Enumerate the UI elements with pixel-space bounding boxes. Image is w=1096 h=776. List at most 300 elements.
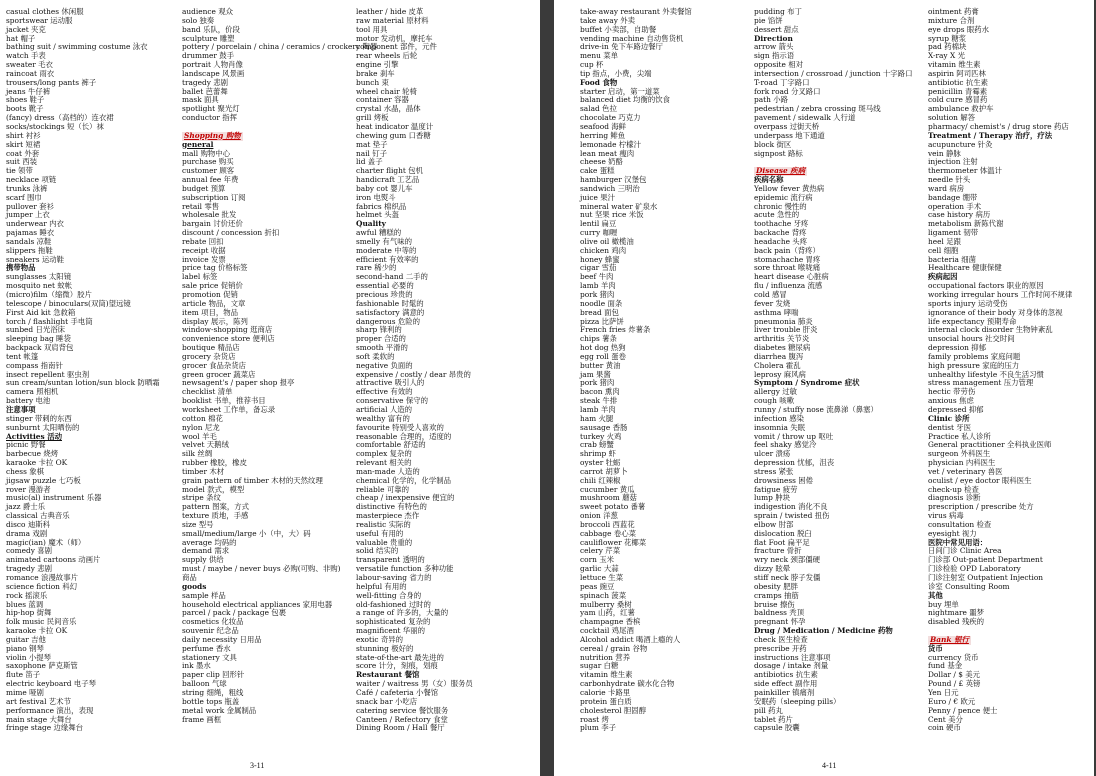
vocab-entry: suit 西装 (6, 157, 38, 167)
vocab-entry: baby cot 婴儿车 (356, 183, 413, 193)
vocab-entry: cucumber 黄瓜 (580, 484, 635, 494)
vocab-entry: sweet potato 番薯 (580, 502, 646, 512)
vocab-entry: salad 色拉 (580, 104, 617, 114)
vocab-entry: fashionable 时髦的 (356, 298, 424, 308)
vocab-entry: engine 引擎 (356, 60, 399, 70)
vocab-entry: cocktail 鸡尾酒 (580, 626, 634, 636)
vocab-entry: vitamin 维生素 (580, 670, 633, 680)
vocab-entry: underpass 地下通道 (754, 130, 825, 140)
vocab-entry: precious 珍贵的 (356, 290, 413, 299)
vocab-entry: lamb 羊肉 (580, 404, 616, 414)
vocab-entry: noodle 面条 (580, 298, 623, 308)
vocab-entry: labour-saving 省力的 (356, 573, 432, 582)
vocab-entry: bargain 讨价还价 (182, 219, 243, 229)
vocab-entry: oculist / eye doctor 眼科医生 (928, 475, 1032, 485)
vocab-entry: animated cartoons 动画片 (6, 555, 101, 565)
vocab-entry: lean meat 瘦肉 (580, 148, 635, 158)
word-column (356, 8, 524, 733)
vocab-entry: check 医生检查 (754, 634, 808, 644)
vocab-entry: leather / hide 皮革 (356, 7, 424, 16)
vocab-entry: old-fashioned 过时的 (356, 599, 431, 609)
vocab-entry: solo 独奏 (182, 15, 215, 25)
vocab-entry: (micro)film（缩微）胶片 (6, 290, 92, 299)
vocab-entry: broccoli 西蓝花 (580, 519, 635, 529)
vocab-entry: boots 靴子 (6, 104, 44, 114)
vocab-entry: Café / cafeteria 小餐馆 (356, 687, 439, 697)
vocab-entry: complex 复杂的 (356, 449, 412, 459)
vocab-entry: Pound / £ 英镑 (928, 679, 981, 689)
vocab-entry: main stage 大舞台 (6, 714, 72, 724)
vocab-entry: audience 观众 (182, 7, 234, 16)
vocab-entry: unhealthy lifestyle 不良生活习惯 (928, 369, 1044, 379)
vocab-entry: chicken 鸡肉 (580, 245, 627, 255)
vocab-entry: customer 顾客 (182, 166, 235, 176)
vocab-entry: Penny / pence 便士 (928, 705, 998, 715)
vocab-entry: annual fee 年费 (182, 175, 239, 185)
vocab-entry: performance 演出，表现 (6, 705, 94, 715)
vocab-entry: coat 外套 (6, 148, 40, 158)
vocab-entry: romance 浪漫故事片 (6, 573, 78, 582)
vocab-entry: display 展示，陈列 (182, 316, 248, 326)
vocab-entry: cheap / inexpensive 便宜的 (356, 493, 455, 503)
vocab-entry: spotlight 聚光灯 (182, 104, 240, 114)
vocab-entry: purchase 购买 (182, 157, 234, 167)
vocab-entry: rare 稀少的 (356, 263, 397, 273)
vocab-entry: dizzy 眩晕 (754, 564, 791, 574)
vocab-entry: grain pattern of timber 木材的天然纹理 (182, 475, 323, 485)
vocab-entry: chronic 慢性的 (754, 201, 807, 211)
vocab-entry: awful 糟糕的 (356, 228, 402, 238)
vocab-entry: telescope / binoculars(双筒)望远镜 (6, 298, 131, 308)
vocab-entry: motor 发动机，摩托车 (356, 33, 433, 43)
vocab-entry: science fiction 科幻 (6, 581, 78, 591)
vocab-entry: nutrition 营养 (580, 652, 631, 662)
vocab-entry: injection 注射 (928, 157, 978, 167)
vocab-entry: life expectancy 预期寿命 (928, 316, 1017, 326)
vocab-entry: sportswear 运动服 (6, 15, 73, 25)
vocab-entry: realistic 实际的 (356, 519, 411, 529)
vocab-entry: attractive 吸引人的 (356, 378, 425, 388)
vocab-entry: Practice 私人诊所 (928, 431, 991, 441)
vocab-entry: pizza 比萨饼 (580, 316, 624, 326)
vocab-entry: acupuncture 针灸 (928, 139, 993, 149)
vocab-entry: surgeon 外科医生 (928, 449, 991, 459)
vocab-entry: needle 针头 (928, 175, 971, 185)
vocab-entry: indigestion 消化不良 (754, 502, 828, 512)
vocab-entry: liver trouble 肝炎 (754, 325, 818, 335)
vocab-entry: sports injury 运动受伤 (928, 298, 1008, 308)
vocab-entry: lettuce 生菜 (580, 573, 624, 582)
vocab-entry: 诊室 Consulting Room (928, 581, 1010, 591)
vocab-entry: lemonade 柠檬汁 (580, 139, 641, 149)
vocab-entry: conductor 指挥 (182, 113, 238, 123)
vocab-entry: cramps 抽筋 (754, 590, 799, 600)
vocab-entry: pottery / porcelain / china / ceramics / crockery 陶器 (182, 42, 378, 52)
vocab-entry: exotic 奇异的 (356, 634, 403, 644)
vocab-entry: herring 鲱鱼 (580, 130, 626, 140)
vocab-entry: leprosy 麻风病 (754, 369, 806, 379)
vocab-entry: Cent 美分 (928, 714, 963, 724)
vocab-entry: fund 基金 (928, 661, 963, 671)
vocab-entry: buffet 小卖部，自助餐 (580, 24, 657, 34)
vocab-entry: efficient 有效率的 (356, 254, 419, 264)
vocab-entry: acute 急性的 (754, 210, 800, 220)
vocab-entry: dangerous 危险的 (356, 316, 421, 326)
vocab-entry: cabbage 卷心菜 (580, 528, 637, 538)
vocab-entry: art festival 艺术节 (6, 696, 71, 706)
category-heading: 货币 (928, 643, 943, 653)
vocab-entry: anxious 焦虑 (928, 396, 974, 406)
vocab-entry: receipt 收据 (182, 245, 226, 255)
document-page-left (0, 0, 540, 776)
vocab-entry: man-made 人造的 (356, 466, 420, 476)
vocab-entry: nail 钉子 (356, 148, 388, 158)
vocab-entry: grill 烤板 (356, 113, 389, 123)
vocab-entry: pork 猪肉 (580, 290, 615, 299)
vocab-entry: tie 领带 (6, 166, 33, 176)
vocab-entry: hip-hop 街舞 (6, 608, 52, 618)
vocab-entry: iron 电熨斗 (356, 192, 396, 202)
vocab-entry: starter 启动，第一道菜 (580, 86, 660, 96)
vocab-entry: slippers 拖鞋 (6, 245, 53, 255)
category-heading: 疾病名称 (754, 175, 784, 185)
vocab-entry: pajamas 睡衣 (6, 228, 55, 238)
vocab-entry: sandals 凉鞋 (6, 236, 52, 246)
vocab-entry: skirt 短裙 (6, 139, 41, 149)
vocab-entry: eye drops 眼药水 (928, 24, 990, 34)
vocab-entry: cold 感冒 (754, 290, 787, 299)
vocab-entry: artificial 人造的 (356, 404, 412, 414)
vocab-entry: pad 药棉块 (928, 42, 967, 52)
vocab-entry: ulcer 溃疡 (754, 449, 791, 459)
vocab-entry: negative 负面的 (356, 360, 413, 370)
vocab-entry: magic(ian) 魔术（师） (6, 537, 86, 547)
vocab-entry: distinctive 有特色的 (356, 502, 427, 512)
vocab-entry: olive oil 橄榄油 (580, 236, 634, 246)
vocab-entry: tragedy 悲剧 (6, 564, 53, 574)
vocab-entry: promotion 促销 (182, 290, 238, 299)
vocab-entry: sprain / twisted 扭伤 (754, 511, 830, 521)
vocab-entry: carbonhydrate 碳水化合物 (580, 679, 675, 689)
vocab-entry: crystal 水晶，晶体 (356, 104, 421, 114)
vocab-entry: backpack 双肩背包 (6, 343, 74, 353)
vocab-entry: depressed 抑郁 (928, 404, 984, 414)
vocab-entry: ointment 药膏 (928, 7, 979, 16)
vocab-entry: chewing gum 口香糖 (356, 130, 431, 140)
section-heading: Shopping 购物 (184, 130, 241, 140)
vocab-entry: antibiotics 抗生素 (754, 670, 818, 680)
vocab-entry: comedy 喜剧 (6, 546, 53, 556)
vocab-entry: container 容器 (356, 95, 409, 105)
vocab-entry: fork road 分叉路口 (754, 86, 821, 96)
vocab-entry: jumper 上衣 (6, 210, 50, 220)
vocab-entry: heel 足跟 (928, 236, 962, 246)
vocab-entry: ward 病房 (928, 183, 965, 193)
vocab-entry: operation 手术 (928, 201, 982, 211)
vocab-entry: cough 咳嗽 (754, 396, 794, 406)
word-column (928, 8, 1096, 733)
vocab-entry: sharp 锋利的 (356, 325, 402, 335)
vocab-entry: turkey 火鸡 (580, 431, 622, 441)
vocab-entry: newsagent's / paper shop 报亭 (182, 378, 295, 388)
vocab-entry: souvenir 纪念品 (182, 626, 239, 636)
vocab-entry: diabetes 糖尿病 (754, 343, 811, 353)
vocab-entry: 门诊检验 OPD Laboratory (928, 564, 1021, 574)
vocab-entry: stripe 条纹 (182, 493, 221, 503)
vocab-entry: 商品 (182, 573, 197, 582)
vocab-entry: wool 羊毛 (182, 431, 217, 441)
category-heading: 携带物品 (6, 263, 36, 273)
word-column (580, 8, 748, 733)
vocab-entry: mushroom 蘑菇 (580, 493, 637, 503)
vocab-entry: subscription 订阅 (182, 192, 246, 202)
vocab-entry: feel shaky 感觉冷 (754, 440, 817, 450)
vocab-entry: tragedy 悲剧 (182, 77, 229, 87)
vocab-entry: arrow 箭头 (754, 42, 794, 52)
vocab-entry: household electrical appliances 家用电器 (182, 599, 333, 609)
vocab-entry: handicraft 工艺品 (356, 175, 420, 185)
vocab-entry: sleeping bag 睡袋 (6, 334, 71, 344)
vocab-entry: magnificent 华丽的 (356, 626, 425, 636)
vocab-entry: sunbed 日光浴床 (6, 325, 66, 335)
vocab-entry: tent 帐篷 (6, 351, 39, 361)
vocab-entry: bacon 熏肉 (580, 387, 620, 397)
vocab-entry: convenience store 便利店 (182, 334, 275, 344)
vocab-entry: proper 合适的 (356, 334, 406, 344)
vocab-entry: compass 指南针 (6, 360, 63, 370)
vocab-entry: trousers/long pants 裤子 (6, 77, 97, 87)
vocab-entry: price tag 价格标签 (182, 263, 248, 273)
vocab-entry: ligament 韧带 (928, 228, 979, 238)
vocab-entry: cholesterol 胆固醇 (580, 705, 647, 715)
vocab-entry: French fries 炸薯条 (580, 325, 651, 335)
vocab-entry: supply 供给 (182, 555, 224, 565)
vocab-entry: jazz 爵士乐 (6, 502, 46, 512)
vocab-entry: scarf 围巾 (6, 192, 42, 202)
vocab-entry: spinach 菠菜 (580, 590, 627, 600)
vocab-entry: component 部件，元件 (356, 42, 437, 52)
vocab-entry: fabrics 棉织品 (356, 201, 407, 211)
vocab-entry: pedestrian / zebra crossing 斑马线 (754, 104, 881, 114)
vocab-entry: score 计分，刻痕，划痕 (356, 661, 438, 671)
vocab-entry: trunks 泳裤 (6, 183, 48, 193)
vocab-entry: First Aid kit 急救箱 (6, 307, 76, 317)
vocab-entry: lid 盖子 (356, 157, 383, 167)
vocab-entry: stomachache 胃疼 (754, 254, 821, 264)
vocab-entry: syrup 糖浆 (928, 33, 967, 43)
vocab-entry: grocery 杂货店 (182, 351, 236, 361)
vocab-entry: helmet 头盔 (356, 210, 399, 220)
vocab-entry: ink 墨水 (182, 661, 211, 671)
vocab-entry: landscape 风景画 (182, 68, 245, 78)
vocab-entry: raw material 原材料 (356, 15, 429, 25)
vocab-entry: pavement / sidewalk 人行道 (754, 113, 856, 123)
vocab-entry: sandwich 三明治 (580, 183, 640, 193)
vocab-entry: metal work 金属制品 (182, 705, 257, 715)
category-heading: Clinic 诊所 (928, 413, 970, 423)
vocab-entry: sample 样品 (182, 590, 226, 600)
vocab-entry: hat 帽子 (6, 33, 36, 43)
vocab-entry: a range of 许多的，大量的 (356, 608, 449, 618)
vocab-entry: heart disease 心脏病 (754, 272, 829, 282)
vocab-entry: champagne 香槟 (580, 617, 641, 627)
vocab-entry: chips 薯条 (580, 334, 617, 344)
vocab-entry: penicillin 青霉素 (928, 86, 988, 96)
vocab-entry: fringe stage 边缘舞台 (6, 723, 84, 733)
vocab-entry: drama 戏剧 (6, 528, 48, 538)
vocab-entry: 安眠药（sleeping pills） (754, 696, 841, 706)
vocab-entry: intersection / crossroad / junction 十字路口 (754, 68, 913, 78)
section-heading: Bank 银行 (930, 634, 969, 644)
vocab-entry: sunburnt 太阳晒伤的 (6, 422, 80, 432)
vocab-entry: daily necessity 日用品 (182, 634, 262, 644)
vocab-entry: soft 柔软的 (356, 351, 395, 361)
vocab-entry: shoes 鞋子 (6, 95, 45, 105)
vocab-entry: small/medium/large 小（中，大）码 (182, 528, 311, 538)
vocab-entry: retail 零售 (182, 201, 220, 211)
vocab-entry: tablet 药片 (754, 714, 793, 724)
vocab-entry: onion 洋葱 (580, 511, 618, 521)
vocab-entry: backache 背疼 (754, 228, 807, 238)
vocab-entry: smooth 平滑的 (356, 343, 408, 353)
vocab-entry: wheel chair 轮椅 (356, 86, 417, 96)
vocab-entry: vein 静脉 (928, 148, 961, 158)
vocab-entry: prescription / prescribe 处方 (928, 502, 1034, 512)
vocab-entry: family problems 家庭问题 (928, 351, 1021, 361)
vocab-entry: 门诊部 Out-patient Department (928, 555, 1043, 565)
vocab-entry: side effect 副作用 (754, 679, 818, 689)
vocab-entry: paper clip 回形针 (182, 670, 245, 680)
vocab-entry: flu / influenza 流感 (754, 281, 823, 291)
vocab-entry: bacteria 细菌 (928, 254, 977, 264)
vocab-entry: snack bar 小吃店 (356, 696, 418, 706)
vocab-entry: carrot 胡萝卜 (580, 466, 628, 476)
vocab-entry: fever 发烧 (754, 298, 791, 308)
vocab-entry: mime 哑剧 (6, 687, 44, 697)
vocab-entry: karaoke 卡拉 OK (6, 458, 68, 468)
vocab-entry: Alcohol addict 喝酒上瘾的人 (580, 634, 681, 644)
vocab-entry: block 街区 (754, 139, 792, 149)
vocab-entry: back pain（背疼） (754, 245, 820, 255)
category-heading: Restaurant 餐馆 (356, 670, 420, 680)
category-heading: Direction (754, 33, 793, 43)
vocab-entry: music(al) instrument 乐器 (6, 493, 102, 503)
vocab-entry: dosage / intake 剂量 (754, 661, 829, 671)
vocab-entry: aspirin 阿司匹林 (928, 68, 986, 78)
vocab-entry: Yellow fever 黄热病 (754, 183, 825, 193)
vocab-entry: silk 丝绸 (182, 449, 213, 459)
vocab-entry: invoice 发票 (182, 254, 226, 264)
vocab-entry: fatigue 疲劳 (754, 484, 798, 494)
category-heading: Quality (356, 219, 386, 229)
vocab-entry: classical 古典音乐 (6, 511, 70, 521)
vocab-entry: well-fitting 合身的 (356, 590, 422, 600)
vocab-entry: bathing suit / swimming costume 泳衣 (6, 42, 148, 52)
vocab-entry: pregnant 怀孕 (754, 617, 806, 627)
vocab-entry: nightmare 噩梦 (928, 608, 985, 618)
vocab-entry: conservative 保守的 (356, 396, 429, 406)
vocab-entry: stress 紧张 (754, 466, 794, 476)
vocab-entry: prescribe 开药 (754, 643, 807, 653)
category-heading: general (182, 139, 214, 149)
vocab-entry: blues 蓝调 (6, 599, 44, 609)
vocab-entry: reasonable 合理的，适度的 (356, 431, 452, 441)
vocab-entry: wealthy 富有的 (356, 413, 410, 423)
vocab-entry: metabolism 新陈代谢 (928, 219, 1004, 229)
vocab-entry: buy 埋单 (928, 599, 959, 609)
vocab-entry: signpost 路标 (754, 148, 803, 158)
vocab-entry: balanced diet 均衡的饮食 (580, 95, 671, 105)
word-column (6, 8, 174, 733)
vocab-entry: disco 迪斯科 (6, 519, 50, 529)
vocab-entry: helpful 有用的 (356, 581, 407, 591)
vocab-entry: valuable 贵重的 (356, 537, 413, 547)
vocab-entry: cheese 奶酪 (580, 157, 623, 167)
vocab-entry: cigar 雪茄 (580, 263, 617, 273)
vocab-entry: sweater 毛衣 (6, 60, 53, 70)
vocab-entry: Cholera 霍乱 (754, 360, 801, 370)
vocab-entry: cosmetics 化妆品 (182, 617, 244, 627)
vocab-entry: stress management 压力管理 (928, 378, 1034, 388)
vocab-entry: karaoke 卡拉 OK (6, 626, 68, 636)
vocab-entry: catering service 餐饮服务 (356, 705, 449, 715)
vocab-entry: lamb 羊肉 (580, 281, 616, 291)
vocab-entry: corn 玉米 (580, 555, 615, 565)
vocab-entry: shirt 衬衫 (6, 130, 41, 140)
vocab-entry: nylon 尼龙 (182, 422, 220, 432)
vocab-entry: drummer 鼓手 (182, 51, 235, 61)
vocab-entry: hamburger 汉堡包 (580, 175, 647, 185)
vocab-entry: flat Foot 扁平足 (754, 537, 810, 547)
vocab-entry: steak 牛排 (580, 396, 618, 406)
vocab-entry: socks/stockings 短（长）袜 (6, 121, 104, 131)
vocab-entry: budget 预算 (182, 183, 226, 193)
vocab-entry: ballet 芭蕾舞 (182, 86, 228, 96)
vocab-entry: crab 螃蟹 (580, 440, 614, 450)
vocab-entry: Dollar / $ 美元 (928, 670, 981, 680)
vocab-entry: pork 猪肉 (580, 378, 615, 388)
vocab-entry: 日间门诊 Clinic Area (928, 546, 1002, 556)
category-heading: Drug / Medication / Medicine 药物 (754, 626, 893, 636)
vocab-entry: bruise 擦伤 (754, 599, 795, 609)
vocab-entry: sun cream/suntan lotion/sun block 防晒霜 (6, 378, 160, 388)
vocab-entry: raincoat 雨衣 (6, 68, 55, 78)
vocab-entry: chocolate 巧克力 (580, 113, 641, 123)
vocab-entry: diarrhea 腹泻 (754, 351, 804, 361)
vocab-entry: pill 药丸 (754, 705, 783, 715)
vocab-entry: vitamin 维生素 (928, 60, 981, 70)
vocab-entry: transparent 透明的 (356, 555, 425, 565)
vocab-entry: piano 钢琴 (6, 643, 44, 653)
vocab-entry: insect repellent 驱虫剂 (6, 369, 90, 379)
vocab-entry: watch 手表 (6, 51, 46, 61)
vocab-entry: wry neck 颈部僵硬 (754, 555, 821, 565)
word-column (754, 8, 922, 733)
vocab-entry: cereal / grain 谷物 (580, 643, 648, 653)
vocab-entry: grocer 食品杂货店 (182, 360, 247, 370)
vocab-entry: folk music 民间音乐 (6, 617, 77, 627)
vocab-entry: butter 黄油 (580, 360, 621, 370)
vocab-entry: torch / flashlight 手电筒 (6, 316, 93, 326)
vocab-entry: model 款式，模型 (182, 484, 245, 494)
vocab-entry: yam 山药，红薯 (580, 608, 635, 618)
category-heading: Activities 活动 (6, 431, 62, 441)
vocab-entry: sausage 香肠 (580, 422, 628, 432)
vocab-entry: Dining Room / Hall 餐厅 (356, 723, 445, 733)
vocab-entry: demand 需求 (182, 546, 230, 556)
vocab-entry: seafood 海鲜 (580, 121, 627, 131)
vocab-entry: smelly 有气味的 (356, 236, 412, 246)
